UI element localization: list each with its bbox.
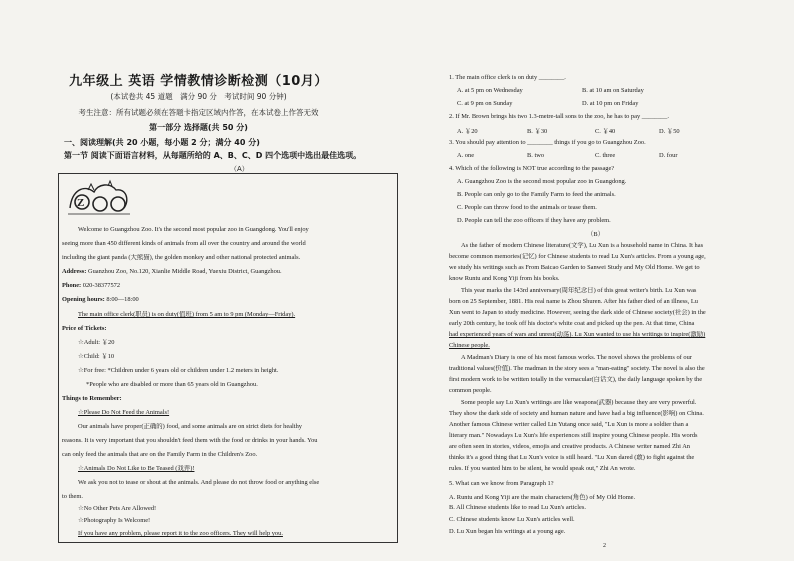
q5-option-a: A. Runtu and Kong Yiji are the main characters(角色) of My Old Home.: [449, 494, 636, 501]
hours-label: Opening hours:: [62, 296, 105, 303]
pb-p3-line-1: A Madman's Diary is one of his most famous works. The novel shows the problems of our: [461, 354, 692, 361]
q4-option-a: A. Guangzhou Zoo is the second most popular zoo in Guangdong.: [457, 178, 627, 185]
hours-value: 8:00—18:00: [104, 296, 139, 303]
pb-p2-line-4: early 20th century, he took off his doctor's white coat and picked up the pen. At that time, China: [449, 320, 695, 327]
q1-option-c: C. at 9 pm on Sunday: [457, 100, 513, 107]
phone-label: Phone:: [62, 282, 82, 289]
rule-2-title: ☆Animals Do Not Like to Be Teased (戏弄)!: [78, 465, 195, 472]
rule-4: ☆Photography Is Welcome!: [78, 517, 151, 524]
pb-p4-line-7: rules. If you wanted him to be silent, he would speak out," Zhi An wrote.: [449, 465, 636, 472]
price-adult: ☆Adult: ￥20: [78, 339, 115, 346]
pb-p1-line-4: know Runtu and Kong Yiji from his books.: [449, 275, 560, 282]
zoo-logo-icon: [64, 178, 134, 218]
rule-1-line-3: can only feed the animals that are on the Family Farm in the Children's Zoo.: [62, 451, 258, 458]
part-one-heading: 第一部分 选择题(共 50 分): [149, 123, 248, 132]
intro-line-3: including the giant panda (大熊猫), the golden monkey and other national protected animals.: [62, 254, 301, 261]
phone-value: 020-38377572: [81, 282, 121, 289]
pb-p2-line-6: Chinese people.: [449, 342, 490, 349]
rule-1-title: ☆Please Do Not Feed the Animals!: [78, 409, 170, 416]
address-line: [62, 268, 396, 276]
q1-option-a: A. at 5 pm on Wednesday: [457, 87, 523, 94]
rule-2-line-2: to them.: [62, 493, 83, 500]
closing-line: If you have any problem, please report it to the zoo officers. They will help you.: [78, 530, 283, 537]
pb-p2-line-3: Xun went to Japan to study medicine. However, seeing the dark side of Chinese society(社会) in the: [449, 309, 706, 316]
pb-p3-line-4: common people.: [449, 387, 492, 394]
exam-notice: 考生注意：所有试题必须在答题卡指定区域内作答，在本试卷上作答无效: [78, 108, 319, 117]
pb-p3-line-2: traditional values(价值). The madman in the story sees a "man-eating" society. The novel is also the: [449, 365, 705, 372]
question-5: 5. What can we know from Paragraph 1?: [449, 480, 554, 487]
right-column: [397, 0, 794, 561]
pb-p1-line-3: we study his writings such as From Baicao Garden to Sanwei Study and My Old Home. We get to: [449, 264, 700, 271]
pb-p3-line-3: first modern work to be written totally in the vernacular(白话文), the daily language spoken by the: [449, 376, 703, 383]
price-child: ☆Child: ￥10: [78, 353, 115, 360]
intro-line-1: Welcome to Guangzhou Zoo. It's the second most popular zoo in Guangdong. You'll enjoy: [78, 226, 309, 233]
intro-line-2: seeing more than 450 different kinds of animals from all over the country and around the world: [62, 240, 306, 247]
phone-line: [62, 282, 396, 290]
price-free-children: ☆For free: *Children under 6 years old or children under 1.2 meters in height.: [78, 367, 279, 374]
rule-3: ☆No Other Pets Are Allowed!: [78, 505, 157, 512]
q2-option-a: A. ￥20: [457, 128, 478, 135]
q3-option-d: D. four: [659, 152, 678, 159]
hours-line: [62, 296, 396, 304]
q4-option-c: C. People can throw food to the animals or tease them.: [457, 204, 597, 211]
q2-option-d: D. ￥50: [659, 128, 680, 135]
exam-subtitle: (本试卷共 45 道题 满分 90 分 考试时间 90 分钟): [110, 92, 287, 101]
rule-2-line-1: We ask you not to tease or shout at the animals. And please do not throw food or anything else: [78, 479, 320, 486]
q2-option-c: C. ￥40: [595, 128, 616, 135]
pb-p1-line-2: become common memories(记忆) for Chinese students to read Lu Xun's articles. From a young age,: [449, 253, 706, 260]
passage-a-label: （A）: [230, 165, 249, 173]
section-one-instruction: 第一节 阅读下面语言材料，从每题所给的 A、B、C、D 四个选项中选出最佳选项。: [64, 151, 362, 160]
remember-label: Things to Remember:: [62, 395, 122, 402]
clerk-line: The main office clerk(职员) is on duty(值班) from 5 am to 9 pm (Monday—Friday).: [78, 311, 296, 318]
rule-1-line-1: Our animals have proper(正确的) food, and some animals are on strict diets for healthy: [78, 423, 302, 430]
pb-p1-line-1: As the father of modern Chinese literature(文学), Lu Xun is a household name in China. It has: [461, 242, 704, 249]
pb-p4-line-4: literary man." Nowadays Lu Xun's life experiences still inspire young Chinese people. His words: [449, 432, 698, 439]
passage-b-label: （B）: [587, 231, 605, 238]
pb-p2-line-1: This year marks the 143rd anniversary(周年纪念日) of this great writer's birth. Lu Xun was: [461, 287, 697, 294]
page-number: 2: [603, 543, 606, 549]
question-2: 2. If Mr. Brown brings his two 1.3-metre-tall sons to the zoo, he has to pay ________.: [449, 113, 669, 120]
pb-p4-line-1: Some people say Lu Xun's writings are like weapons(武器) because they are very powerful.: [461, 399, 697, 406]
q2-option-b: B. ￥30: [527, 128, 548, 135]
pb-p4-line-5: are often seen in stories, videos, emojis and creative products. A Chinese writer named Zhi An: [449, 443, 691, 450]
exam-title: 九年级上 英语 学情教情诊断检测（10月）: [69, 74, 328, 89]
q5-option-b: B. All Chinese students like to read Lu Xun's articles.: [449, 504, 586, 511]
q1-option-b: B. at 10 am on Saturday: [582, 87, 644, 94]
price-label: Price of Tickets:: [62, 325, 107, 332]
rule-1-line-2: reasons. It is very important that you shouldn't feed them with the food or drinks in your hands. You: [62, 437, 318, 444]
pb-p4-line-2: They show the dark side of society and human nature and have had a big influence(影响) on China.: [449, 410, 704, 417]
question-3: 3. You should pay attention to ________ things if you go to Guangzhou Zoo.: [449, 139, 646, 146]
q3-option-b: B. two: [527, 152, 545, 159]
pb-p4-line-3: Another famous Chinese writer called Lin Yutang once said, "Lu Xun is more a soldier than a: [449, 421, 689, 428]
price-free-people: *People who are disabled or more than 65 years old in Guangzhou.: [86, 381, 258, 388]
svg-text:Z: Z: [77, 197, 85, 209]
q5-option-d: D. Lu Xun began his writings at a young age.: [449, 528, 566, 535]
pb-p2-line-5: had experienced years of wars and unrest(动荡). Lu Xun wanted to use his writings to inspire(激励): [449, 331, 706, 338]
pb-p4-line-6: thinks it's a good thing that Lu Xun's voice is still heard. "Lu Xun dared (敢) to fight against the: [449, 454, 695, 461]
question-4: 4. Which of the following is NOT true according to the passage?: [449, 165, 615, 172]
address-value: Guanzhou Zoo, No.120, Xianlie Middle Road, Yuexiu District, Guangzhou.: [86, 268, 282, 275]
pb-p2-line-2: born on 25 September, 1881. His real name is Zhou Shuren. After his father died of an illness, Lu: [449, 298, 698, 305]
q1-option-d: D. at 10 pm on Friday: [582, 100, 639, 107]
address-label: Address:: [62, 268, 87, 275]
q5-option-c: C. Chinese students know Lu Xun's articles well.: [449, 516, 575, 523]
section-one-heading: 一、阅读理解(共 20 小题，每小题 2 分；满分 40 分): [64, 138, 260, 147]
q3-option-a: A. one: [457, 152, 475, 159]
q3-option-c: C. three: [595, 152, 616, 159]
q4-option-d: D. People can tell the zoo officers if they have any problem.: [457, 217, 611, 224]
q4-option-b: B. People can only go to the Family Farm to feed the animals.: [457, 191, 616, 198]
question-1: 1. The main office clerk is on duty ________.: [449, 74, 566, 81]
